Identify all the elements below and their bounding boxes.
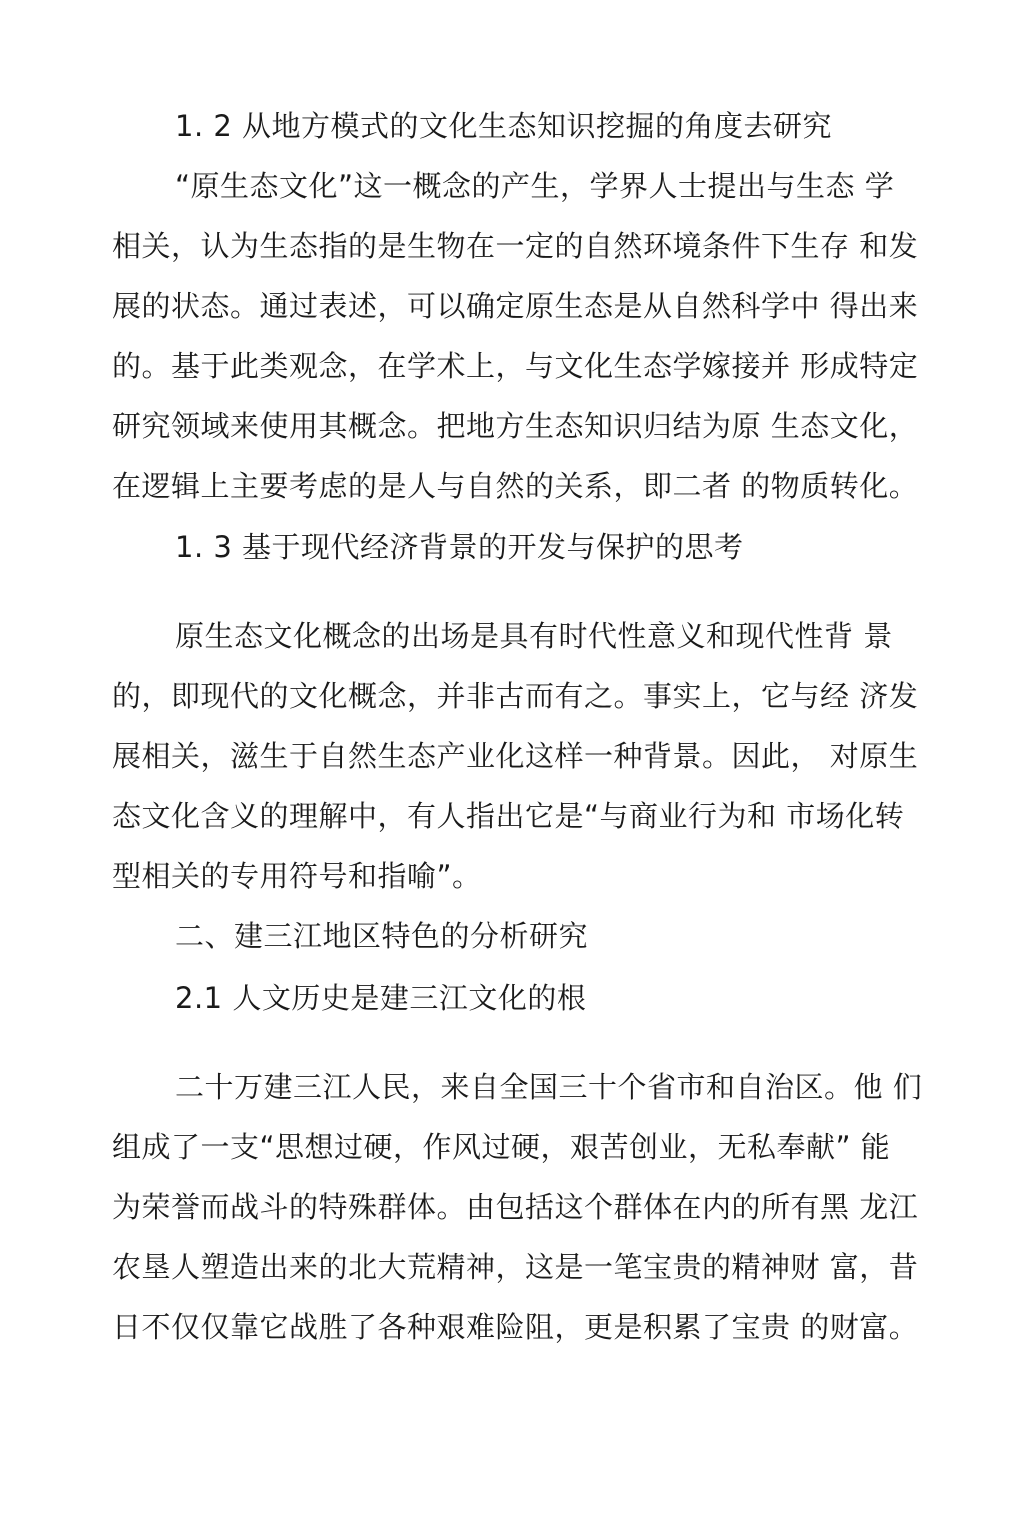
paragraph-line: 日不仅仅靠它战胜了各种艰难险阻，更是积累了宝贵 的财富。 (112, 1310, 919, 1344)
paragraph-line: 的。基于此类观念，在学术上，与文化生态学嫁接并 形成特定 (112, 349, 919, 383)
paragraph-line: 型相关的专用符号和指喻”。 (112, 859, 482, 893)
paragraph-line: 态文化含义的理解中，有人指出它是“与商业行为和 市场化转 (112, 799, 905, 833)
section-heading-2-1: 2.1 人文历史是建三江文化的根 (175, 981, 587, 1015)
section-heading-2: 二、建三江地区特色的分析研究 (175, 919, 589, 953)
paragraph-line: 在逻辑上主要考虑的是人与自然的关系，即二者 的物质转化。 (112, 469, 919, 503)
paragraph-line: 研究领域来使用其概念。把地方生态知识归结为原 生态文化， (112, 409, 919, 443)
section-heading-1-2: 1. 2 从地方模式的文化生态知识挖掘的角度去研究 (175, 109, 833, 143)
paragraph-line: “原生态文化”这一概念的产生，学界人士提出与生态 学 (175, 169, 895, 203)
section-heading-1-3: 1. 3 基于现代经济背景的开发与保护的思考 (175, 530, 744, 564)
paragraph-line: 展的状态。通过表述，可以确定原生态是从自然科学中 得出来 (112, 289, 919, 323)
paragraph-line: 原生态文化概念的出场是具有时代性意义和现代性背 景 (175, 619, 893, 653)
paragraph-line: 相关，认为生态指的是生物在一定的自然环境条件下生存 和发 (112, 229, 919, 263)
paragraph-line: 为荣誉而战斗的特殊群体。由包括这个群体在内的所有黑 龙江 (112, 1190, 919, 1224)
paragraph-line: 农垦人塑造出来的北大荒精神，这是一笔宝贵的精神财 富，昔 (112, 1250, 919, 1284)
paragraph-line: 组成了一支“思想过硬，作风过硬，艰苦创业，无私奉献” 能 (112, 1130, 891, 1164)
paragraph-line: 的，即现代的文化概念，并非古而有之。事实上，它与经 济发 (112, 679, 919, 713)
paragraph-line: 二十万建三江人民，来自全国三十个省市和自治区。他 们 (175, 1070, 923, 1104)
paragraph-line: 展相关，滋生于自然生态产业化这样一种背景。因此， 对原生 (112, 739, 919, 773)
